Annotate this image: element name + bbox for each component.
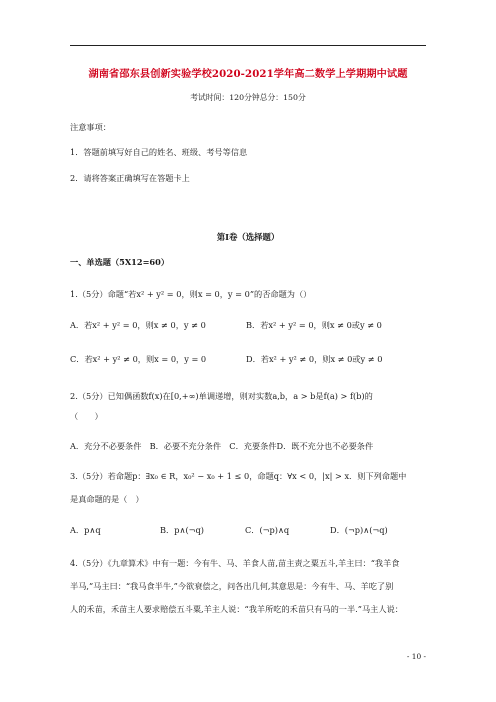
q4-line-1: 4.（5分）《九章算术》中有一题：今有牛、马、羊食人苗,苗主责之粟五斗,羊主曰：“我羊食 — [70, 558, 400, 568]
q2-stem: 2.（5分）已知偶函数f(x)在[0,+∞)单调递增，则对实数a,b，a > b是f(a) > f(b)的 — [70, 391, 373, 401]
exam-info: 考试时间：120分钟总分：150分 — [190, 93, 306, 102]
q1-option-c: C．若x² + y² ≠ 0，则x = 0，y = 0 — [70, 354, 207, 364]
q4-line-2: 半马,”马主曰：“我马食半牛,”今欲衰偿之，问各出几何,其意思是：今有牛、马、羊吃了别 — [70, 581, 394, 591]
q1-option-a: A．若x² + y² = 0，则x ≠ 0，y ≠ 0 — [70, 320, 206, 330]
q3-option-d: D．(¬p)∧(¬q) — [330, 525, 388, 535]
header-rule — [70, 45, 426, 46]
q4-line-3: 人的禾苗，禾苗主人要求赔偿五斗粟,羊主人说：“我羊所吃的禾苗只有马的一半.”马主人说： — [70, 604, 403, 614]
part-title: 一、单选题（5X12=60） — [70, 257, 170, 267]
notice-heading: 注意事项： — [70, 122, 111, 132]
notice-item-1: 1．答题前填写好自己的姓名、班级、考号等信息 — [70, 147, 248, 157]
q3-option-c: C．(¬p)∧q — [245, 525, 290, 535]
notice-item-2: 2．请将答案正确填写在答题卡上 — [70, 173, 190, 183]
q2-paren: （ ） — [70, 411, 103, 421]
q1-option-b: B．若x² + y² = 0，则x ≠ 0或y ≠ 0 — [246, 320, 382, 330]
q2-options: A．充分不必要条件 B．必要不充分条件 C．充要条件D．既不充分也不必要条件 — [70, 441, 374, 451]
q3-option-a: A．p∧q — [70, 525, 101, 535]
page-number: - 10 - — [406, 652, 426, 661]
q3-stem-cont: 是真命题的是（ ） — [70, 494, 144, 504]
q1-option-d: D．若x² + y² ≠ 0，则x ≠ 0或y ≠ 0 — [246, 354, 383, 364]
page-title: 湖南省邵东县创新实验学校2020-2021学年高二数学上学期期中试题 — [88, 68, 408, 80]
q1-stem: 1.（5分）命题“若x² + y² = 0，则x = 0，y = 0”的否命题为（） — [70, 289, 312, 299]
q3-stem: 3.（5分）若命题p：∃x₀ ∈ R，x₀² − x₀ + 1 ≤ 0，命题q：∀x < 0，|x| > x．则下列命题中 — [70, 471, 407, 481]
q3-option-b: B．p∧(¬q) — [160, 525, 204, 535]
volume-title: 第I卷（选择题） — [216, 232, 280, 242]
